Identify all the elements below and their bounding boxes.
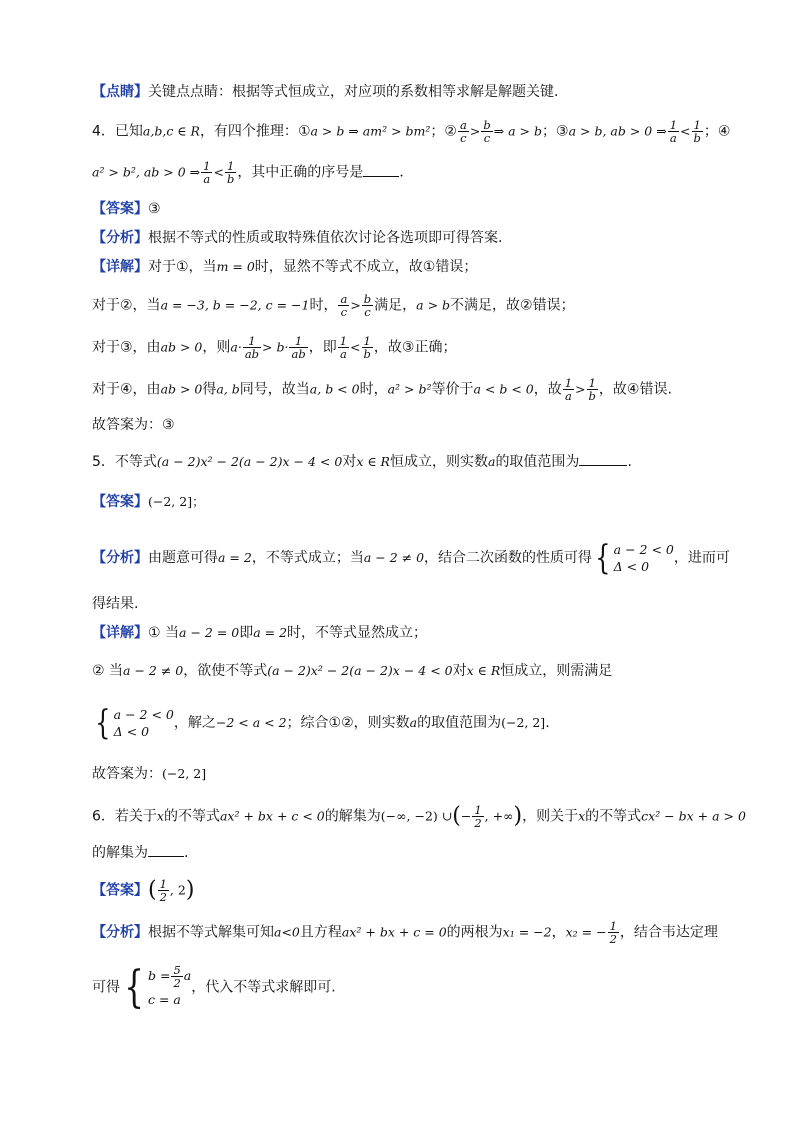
- q4-d4-c: 同号，故当: [239, 381, 310, 398]
- q5-d3-a: ，解之: [173, 715, 216, 731]
- q5-analysis-cont: [92, 593, 734, 615]
- frac-1-b-2: $\frac{1}{b}$: [226, 159, 235, 186]
- q4-sep-3: ；: [703, 123, 718, 140]
- frac-1-2-answer: $\frac{1}{2}$: [159, 877, 167, 904]
- q5-d3-b: ；综合①②，则实数: [286, 715, 410, 731]
- q5-answer-line: [92, 491, 734, 513]
- q5-analysis-line: [92, 538, 734, 578]
- q3-tip-text: 关键点点睛：根据等式恒成立，对应项的系数相等求解是解题关键.: [148, 84, 559, 100]
- q5-final-a: 故答案为：: [92, 766, 162, 782]
- q4-circle-3: ③: [556, 123, 569, 140]
- frac-1-a-4: $\frac{1}{a}$: [564, 376, 573, 403]
- q5-an-a: 由题意可得: [148, 550, 218, 566]
- q6-an-f: 可得: [92, 979, 120, 996]
- q5-d1-b: 即: [239, 625, 254, 641]
- q4-d3-a: 对于③，由: [92, 339, 161, 356]
- q6-stem-e: 的不等式: [585, 808, 642, 825]
- q5-stem-d: 的取值范围为: [495, 454, 580, 470]
- q6-analysis-cont: [92, 961, 734, 1013]
- q6-sys-row-2: c = a: [148, 992, 181, 1007]
- q5-sys-row-2: Δ < 0: [613, 559, 650, 574]
- q6-stem-a: 若关于: [114, 808, 157, 825]
- frac-1-a-2: $\frac{1}{a}$: [203, 159, 211, 186]
- q4-analysis-line: [92, 227, 734, 249]
- q4-d1-b: 时，显然不等式不成立，故①错误；: [254, 259, 478, 275]
- q6-an-a: 根据不等式解集可知: [148, 924, 274, 941]
- q4-stem-line2: a² > b², ab > 0 ⇒ $\frac{1}{a}$ < $\frac{1}{b}$ ，其中正确的序号是 ．: [92, 159, 414, 186]
- q6-an-g: ，代入不等式求解即可.: [191, 979, 336, 996]
- q5-d3-d: .: [545, 715, 550, 731]
- q5-d1-m2: a = 2: [253, 625, 288, 640]
- q4-circle-1: ①: [297, 123, 311, 140]
- q6-stem-line2: [92, 842, 734, 864]
- q5-d2-ineq: (a − 2)x² − 2(a − 2)x − 4 < 0: [267, 663, 453, 678]
- frac-a-c: $\frac{a}{c}$: [459, 118, 467, 145]
- frac-1-a: $\frac{1}{a}$: [669, 118, 678, 145]
- q3-tip-line: [92, 81, 734, 103]
- q5-an-c: ，结合二次函数的性质可得: [424, 550, 593, 566]
- q4-stem-c: ，其中正确的序号是: [237, 164, 364, 181]
- q4-sep: ；: [430, 123, 445, 140]
- q5-an-b: ，不等式成立；当: [251, 550, 364, 566]
- q5-d1-c: 时，不等式显然成立；: [287, 625, 428, 641]
- q5-d2-m: a − 2 ≠ 0: [123, 663, 184, 678]
- q5-inequality: (a − 2)x² − 2(a − 2)x − 4 < 0: [156, 454, 343, 469]
- q6-an-m1: a<0: [274, 924, 300, 940]
- q5-detail-3: [92, 703, 734, 743]
- q5-end: .: [627, 454, 632, 470]
- q4-detail-3: 对于③，由ab > 0，则a· $\frac{1}{ab}$ > b· $\frac{1}{ab}$ ，即 $\frac{1}{a}$ < $\frac{1}{b}$ ，故③正确；: [92, 334, 457, 361]
- q4-vars: a,b,c ∈ R: [142, 123, 200, 139]
- q4-stem-b: ，有四个推理：: [199, 123, 298, 140]
- q6-an-m3: x₁ = −2: [502, 924, 552, 940]
- q4-d4-m2: a, b: [216, 381, 240, 397]
- q4-d4-m5: a < b < 0: [473, 381, 534, 397]
- q4-stem-a: 已知: [114, 123, 143, 140]
- q5-d3-c: 的取值范围为: [417, 715, 502, 731]
- q4-d3-c: ，即: [308, 339, 337, 356]
- q5-stem-a: 不等式: [114, 454, 157, 470]
- q5-d1-a: ① 当: [148, 625, 180, 641]
- q4-d3-b: ，则: [202, 339, 231, 356]
- q6-x: x: [156, 808, 164, 824]
- q6-an-b: 且方程: [299, 924, 342, 941]
- q5-an-m1: a = 2: [218, 550, 252, 565]
- q4-d4-d: 时，: [359, 381, 388, 398]
- q5-an-d: ，进而可: [673, 550, 730, 566]
- q6-end: .: [184, 845, 189, 861]
- frac-1-b: $\frac{1}{b}$: [693, 118, 701, 145]
- q4-circle-4: ④: [717, 123, 731, 140]
- q6-an-m4: x₂ = −: [565, 924, 607, 940]
- answer-blank: [363, 164, 399, 177]
- q4-answer: ③: [148, 201, 161, 217]
- q4-d2-b: 时，: [309, 297, 338, 314]
- q5-stem-b: 对: [342, 454, 357, 470]
- q6-stem-line1: 6．若关于x的不等式ax² + bx + c < 0的解集为(−∞, −2) ∪(− $\frac{1}{2}$ , +∞)，则关于x的不等式cx² − bx + a > 0: [92, 803, 746, 830]
- q4-circle-2: ②: [444, 123, 457, 140]
- q6-sys-row-1: b = $\frac{5}{2}$ a: [148, 963, 192, 990]
- analysis-tag: 【分析】: [92, 230, 148, 246]
- system-brace: { b = $\frac{5}{2}$ a c = a: [124, 961, 192, 1013]
- q4-sep-2: ；: [542, 123, 557, 140]
- q6-an-c: 的两根为: [446, 924, 503, 941]
- q4-premise-2-tail: ⇒ a > b: [493, 123, 543, 139]
- q4-premise-4: a² > b², ab > 0 ⇒: [92, 164, 201, 180]
- answer-tag: 【答案】: [92, 494, 148, 510]
- q4-d4-a: 对于④，由: [92, 381, 161, 398]
- q4-d2-m: a = −3, b = −2, c = −1: [160, 297, 310, 313]
- q6-an-e: ，结合韦达定理: [619, 924, 718, 941]
- q5-a: a: [487, 454, 496, 469]
- q6-ineq1: ax² + bx + c < 0: [219, 808, 325, 824]
- q5-stem: [92, 451, 734, 473]
- q4-d1-m: m = 0: [216, 259, 255, 274]
- q5-number: 5．: [92, 454, 115, 470]
- q6-stem-b: 的不等式: [163, 808, 220, 825]
- detail-tag: 【详解】: [92, 259, 148, 275]
- frac-1-b-3: $\frac{1}{b}$: [363, 334, 371, 361]
- q4-d4-b: 得: [202, 381, 217, 398]
- q6-answer-line: 【答案】( $\frac{1}{2}$ , 2): [92, 877, 195, 904]
- q5-xr: x ∈ R: [356, 454, 390, 469]
- q5-d1-m: a − 2 = 0: [179, 625, 240, 640]
- q5-stem-c: 恒成立，则实数: [389, 454, 488, 470]
- analysis-tag: 【分析】: [92, 924, 148, 941]
- q5-d3-a-var: a: [409, 715, 418, 730]
- q5-d2-a: ② 当: [92, 663, 124, 679]
- detail-tag: 【详解】: [92, 625, 148, 641]
- frac-b-c: $\frac{b}{c}$: [483, 118, 491, 145]
- q5-sys-row-2: Δ < 0: [113, 724, 150, 739]
- q4-d2-c: 满足，: [374, 297, 417, 314]
- q5-sys-row-1: a − 2 < 0: [613, 542, 674, 557]
- q4-d3-d: ，故③正确；: [373, 339, 457, 356]
- q5-final-m: (−2, 2]: [162, 766, 207, 781]
- q4-d2-d: 不满足，故②错误；: [450, 297, 575, 314]
- q4-detail-1: [92, 256, 734, 278]
- q6-x-2: x: [578, 808, 586, 824]
- q6-stem-f: 的解集为: [92, 845, 148, 861]
- q4-answer-line: [92, 198, 734, 220]
- q6-analysis-line: [92, 920, 734, 945]
- q6-set-a: (−∞, −2) ∪: [380, 808, 453, 824]
- q4-d4-m4: a² > b²: [387, 381, 432, 397]
- q4-final: [92, 414, 734, 436]
- q4-final-text: 故答案为：③: [92, 417, 175, 433]
- q4-d2-a: 对于②，当: [92, 297, 161, 314]
- q5-answer: (−2, 2]；: [148, 494, 205, 509]
- q5-d2-d: 恒成立，则需满足: [500, 663, 613, 679]
- q4-analysis: 根据不等式的性质或取特殊值依次讨论各选项即可得答案.: [148, 230, 503, 246]
- q4-end: ．: [399, 164, 414, 181]
- q6-stem-d: ，则关于: [522, 808, 579, 825]
- q4-d1-a: 对于①，当: [148, 259, 217, 275]
- system-brace: { a − 2 < 0 Δ < 0: [95, 703, 174, 743]
- q6-ineq2: cx² − bx + a > 0: [641, 808, 746, 824]
- answer-blank: [148, 844, 184, 857]
- q4-d3-m: ab > 0: [160, 339, 203, 355]
- q5-an-e: 得结果.: [92, 596, 139, 612]
- frac-1-a-3: $\frac{1}{a}$: [339, 334, 348, 361]
- q5-detail-2: [92, 660, 734, 682]
- frac-5-2: $\frac{5}{2}$: [173, 963, 181, 990]
- system-brace: { a − 2 < 0 Δ < 0: [595, 538, 674, 578]
- q4-premise-3: a > b, ab > 0 ⇒: [568, 123, 667, 139]
- q5-d3-m2: (−2, 2]: [501, 715, 546, 730]
- q5-d3-m: −2 < a < 2: [215, 715, 287, 730]
- q4-d2-m2: a > b: [416, 297, 451, 313]
- q4-d4-g: ，故④错误.: [598, 381, 672, 398]
- answer-tag: 【答案】: [92, 882, 148, 899]
- frac-1-2: $\frac{1}{2}$: [474, 803, 482, 830]
- frac-1-ab-2: $\frac{1}{ab}$: [291, 334, 306, 361]
- frac-b-c-2: $\frac{b}{c}$: [363, 292, 372, 319]
- frac-1-ab: $\frac{1}{ab}$: [244, 334, 260, 361]
- q6-an-m2: ax² + bx + c = 0: [341, 924, 447, 940]
- frac-1-2-root: $\frac{1}{2}$: [609, 919, 617, 946]
- q4-d4-e: 等价于: [431, 381, 474, 398]
- q5-d2-c: 对: [452, 663, 467, 679]
- frac-a-c-2: $\frac{a}{c}$: [340, 292, 348, 319]
- q4-d4-f: ，故: [533, 381, 562, 398]
- q4-d4-m3: a, b < 0: [309, 381, 360, 397]
- answer-tag: 【答案】: [92, 201, 148, 217]
- q5-an-m2: a − 2 ≠ 0: [363, 550, 425, 565]
- q4-detail-2: 对于②，当a = −3, b = −2, c = −1时， $\frac{a}{c}$ > $\frac{b}{c}$ 满足，a > b不满足，故②错误；: [92, 292, 575, 319]
- q4-number: 4．: [92, 123, 115, 140]
- answer-blank: [579, 453, 627, 466]
- q4-premise-1: a > b ⇒ am² > bm²: [310, 123, 431, 139]
- q5-detail-1: [92, 622, 734, 644]
- q5-d2-xr: x ∈ R: [466, 663, 501, 678]
- dianjing-tag: 【点睛】: [92, 84, 148, 100]
- analysis-tag: 【分析】: [92, 550, 148, 566]
- q4-stem-line1: 4．已知a,b,c ∈ R，有四个推理：①a > b ⇒ am² > bm²；② $\frac{a}{c}$ > $\frac{b}{c}$ ⇒ a > b；③a > b, ab > 0 ⇒ $\frac{1}{a}$ < $\frac{1}{b}$ ；④: [92, 118, 731, 145]
- q4-detail-4: 对于④，由ab > 0得a, b同号，故当a, b < 0时，a² > b²等价于a < b < 0，故 $\frac{1}{a}$ > $\frac{1}{b}$ ，故④错误.: [92, 376, 672, 403]
- q5-final: [92, 763, 734, 785]
- q6-number: 6．: [92, 808, 115, 825]
- frac-1-b-4: $\frac{1}{b}$: [588, 376, 596, 403]
- q4-d4-m: ab > 0: [160, 381, 203, 397]
- q5-d2-b: ，欲使不等式: [183, 663, 268, 679]
- q6-an-d: ，: [551, 924, 566, 941]
- q5-sys-row-1: a − 2 < 0: [113, 707, 174, 722]
- q6-stem-c: 的解集为: [324, 808, 381, 825]
